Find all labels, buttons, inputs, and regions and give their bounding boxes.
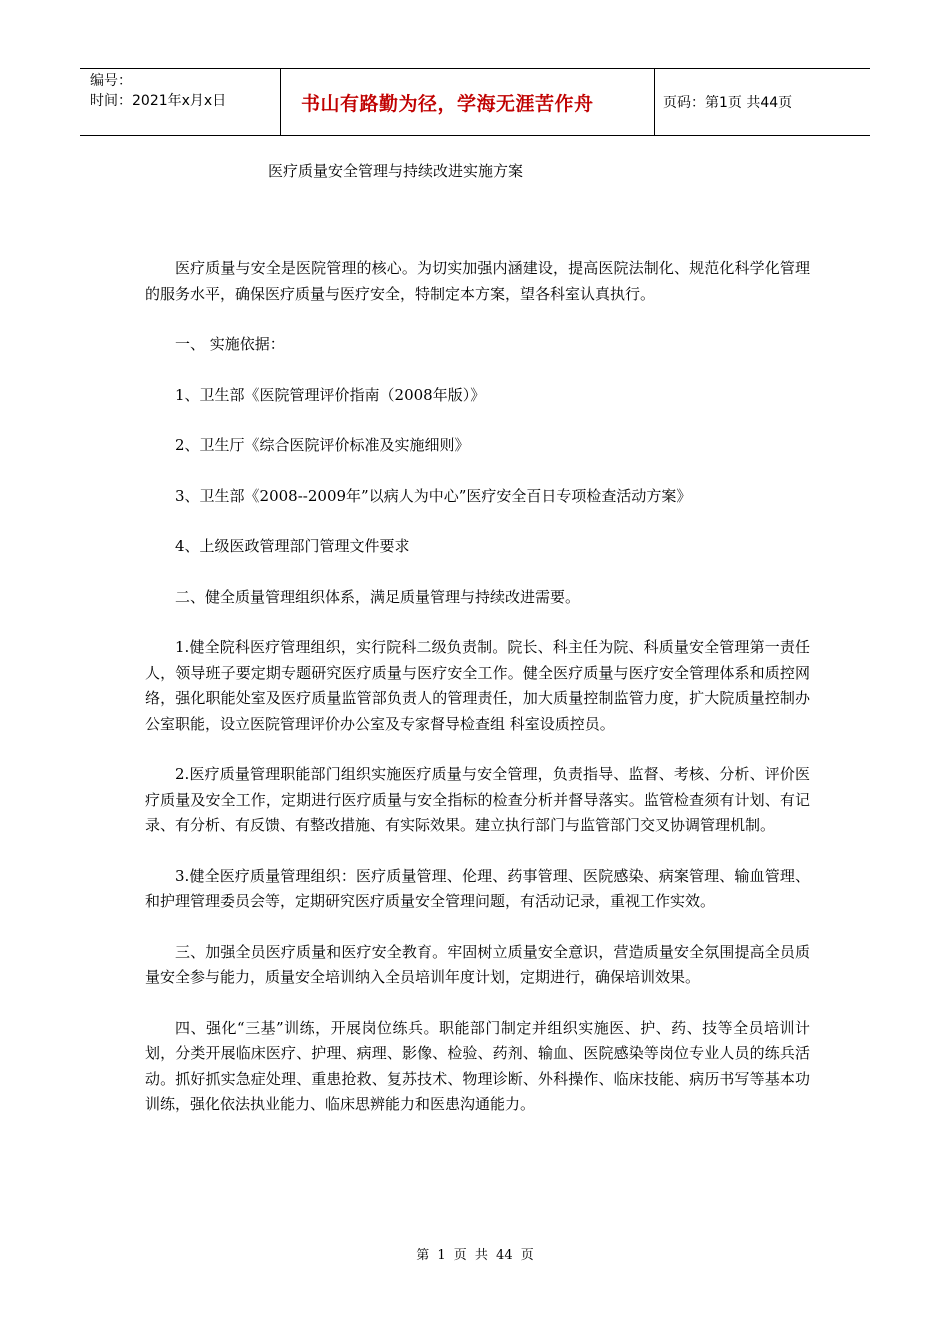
- document-body: [145, 256, 810, 1118]
- paragraph: 1.健全院科医疗管理组织，实行院科二级负责制。院长、科主任为院、科质量安全管理第一责任人，领导班子要定期专题研究医疗质量与医疗安全工作。健全医疗质量与医疗安全管理体系和质控网络，强化职能处室及医疗质量监管部负责人的管理责任，加大质量控制监管力度，扩大院质量控制办公室职能，设立医院管理评价办公室及专家督导检查组 科室设质控员。: [145, 638, 810, 733]
- page-footer: 第 1 页 共 44 页: [416, 1248, 534, 1263]
- time-label: 时间：2021年x月x日: [90, 93, 227, 109]
- paragraph: 2.医疗质量管理职能部门组织实施医疗质量与安全管理，负责指导、监督、考核、分析、评价医疗质量及安全工作，定期进行医疗质量与安全指标的检查分析并督导落实。监管检查须有计划、有记录、有分析、有反馈、有整改措施、有实际效果。建立执行部门与监管部门交叉协调管理机制。: [145, 765, 810, 834]
- list-item: 2、卫生厅《综合医院评价标准及实施细则》: [175, 436, 470, 454]
- paragraph-intro: 医疗质量与安全是医院管理的核心。为切实加强内涵建设，提高医院法制化、规范化科学化管理的服务水平，确保医疗质量与医疗安全，特制定本方案，望各科室认真执行。: [145, 259, 810, 303]
- list-item: 4、上级医政管理部门管理文件要求: [175, 537, 410, 555]
- page-header: [80, 68, 870, 136]
- number-label: 编号：: [90, 73, 132, 89]
- header-slogan: 书山有路勤为径，学海无涯苦作舟: [280, 69, 655, 135]
- list-item: 1、卫生部《医院管理评价指南（2008年版）》: [175, 385, 486, 404]
- paragraph: 3.健全医疗质量管理组织：医疗质量管理、伦理、药事管理、医院感染、病案管理、输血管理、和护理管理委员会等，定期研究医疗质量安全管理问题，有活动记录，重视工作实效。: [145, 866, 810, 910]
- section-paragraph-4: 四、强化“三基”训练，开展岗位练兵。职能部门制定并组织实施医、护、药、技等全员培训计划，分类开展临床医疗、护理、病理、影像、检验、药剂、输血、医院感染等岗位专业人员的练兵活动。抓好抓实急症处理、重患抢救、复苏技术、物理诊断、外科操作、临床技能、病历书写等基本功训练，强化依法执业能力、临床思辨能力和医患沟通能力。: [145, 1018, 810, 1113]
- list-item: 3、卫生部《2008--2009年”以病人为中心”医疗安全百日专项检查活动方案》: [175, 486, 692, 505]
- document-title: 医疗质量安全管理与持续改进实施方案: [268, 162, 524, 180]
- header-meta: [80, 69, 280, 135]
- section-heading-1: 一、 实施依据：: [175, 335, 285, 353]
- section-paragraph-3: 三、加强全员医疗质量和医疗安全教育。牢固树立质量安全意识，营造质量安全氛围提高全员质量安全参与能力，质量安全培训纳入全员培训年度计划，定期进行，确保培训效果。: [145, 942, 810, 986]
- section-heading-2: 二、健全质量管理组织体系，满足质量管理与持续改进需要。: [175, 587, 581, 606]
- header-page-info: 页码：第1页 共44页: [663, 95, 793, 111]
